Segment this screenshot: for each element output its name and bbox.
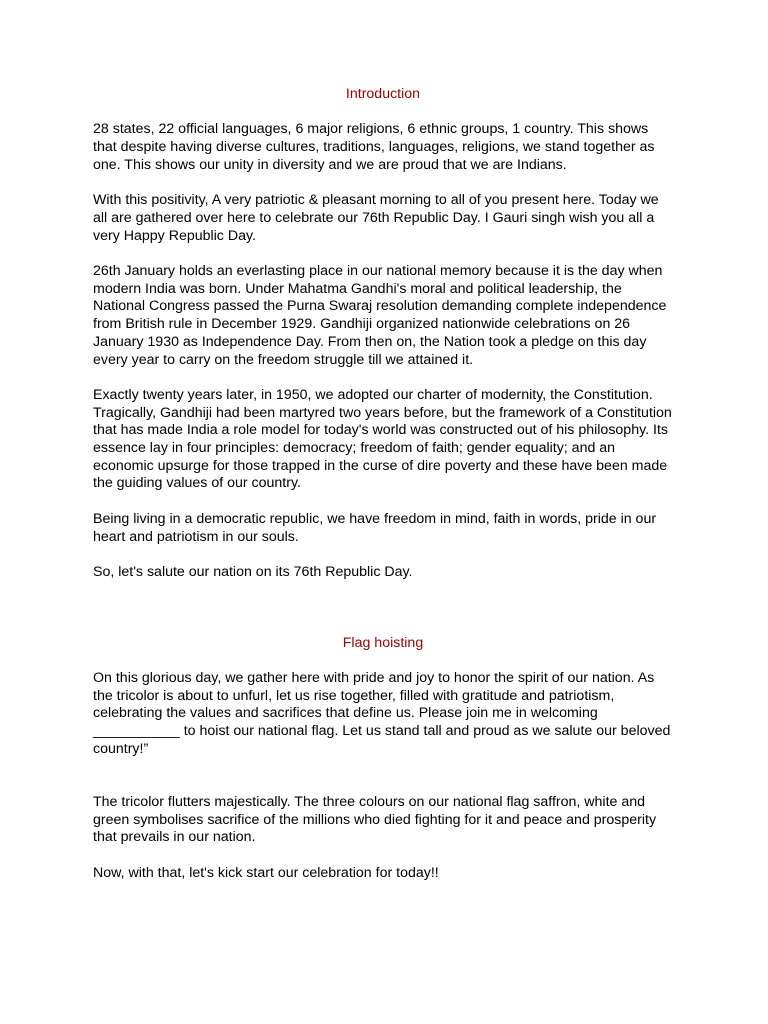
spacer [93,847,673,865]
intro-paragraph-2: With this positivity, A very patriotic & pleasant morning to all of you present here. Today we all are gathered over here to celebrate our 76th Republic Day. I Gauri singh wish you all a very Happy Republic Day. [93,192,659,244]
spacer [93,104,673,122]
flag-paragraph-3: Now, with that, let's kick start our celebration for today!! [93,864,439,881]
spacer [93,582,673,635]
flag-hoisting-heading: Flag hoisting [342,634,424,651]
spacer [93,369,673,387]
spacer [93,493,673,511]
intro-paragraph-6: So, let's salute our nation on its 76th Republic Day. [93,563,413,580]
spacer [93,652,673,670]
intro-paragraph-1: 28 states, 22 official languages, 6 major religions, 6 ethnic groups, 1 country. This shows that despite having diverse cultures, traditions, languages, religions, we stand together as one. This shows our unity in diversity and we are proud that we are Indians. [93,121,655,173]
flag-paragraph-1: On this glorious day, we gather here with pride and joy to honor the spirit of our nation. As the tricolor is about to unfurl, let us rise together, filled with gratitude and patriotism, celebrating the values and sacrifices that define us. Please join me in welcoming ___________ to hoist our national flag. Let us stand tall and proud as we salute our beloved country!” [93,669,671,757]
spacer [93,759,673,794]
intro-paragraph-3: 26th January holds an everlasting place in our national memory because it is the day when modern India was born. Under Mahatma Gandhi's moral and political leadership, the National Congress passed the Purna Swaraj resolution demanding complete independence from British rule in December 1929. Gandhiji organized nationwide celebrations on 26 January 1930 as Independence Day. From then on, the Nation took a pledge on this day every year to carry on the freedom struggle till we attained it. [93,262,667,368]
spacer [93,245,673,263]
intro-paragraph-5: Being living in a democratic republic, we have freedom in mind, faith in words, pride in our heart and patriotism in our souls. [93,510,657,545]
introduction-heading: Introduction [345,86,421,102]
document-page [93,86,673,882]
intro-paragraph-4: Exactly twenty years later, in 1950, we adopted our charter of modernity, the Constitution. Tragically, Gandhiji had been martyred two years before, but the framework of a Constitution that has made India a role model for today's world was constructed out of his philosophy. Its essence lay in four principles: democracy; freedom of faith; gender equality; and an economic upsurge for those trapped in the curse of dire poverty and these have been made the guiding values of our country. [93,386,672,492]
flag-paragraph-2: The tricolor flutters majestically. The three colours on our national flag saffron, white and green symbolises sacrifice of the millions who died fighting for it and peace and prosperity that prevails in our nation. [93,793,657,846]
spacer [93,546,673,564]
spacer [93,175,673,193]
